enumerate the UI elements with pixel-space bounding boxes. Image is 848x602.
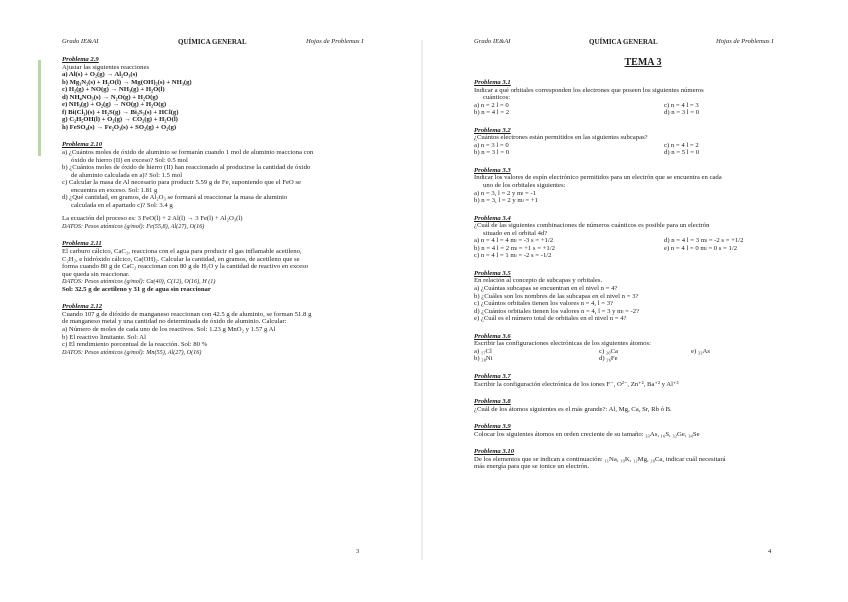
question-a: a) Número de moles de cada uno de los reactivos. Sol: 1.23 g MnO₂ y 1.57 g Al (62, 325, 276, 333)
problem-3-1 (474, 79, 812, 117)
problem-title: Problema 2.10 (62, 141, 103, 149)
option-e: e) n = 4 l = 0 mₗ = 0 s = 1/2 (664, 244, 738, 252)
option-b: b) ₂₈Ni (474, 355, 493, 363)
statement-line: Escribir las configuraciones electrónicas de los siguientes átomos: (474, 340, 651, 348)
problem-title: Problema 2.12 (62, 303, 103, 311)
option-a: a) n = 3 l = 0 (474, 141, 509, 149)
right-header-sheet: Hojas de Problemas I (716, 38, 774, 45)
option-c: c) n = 4 l = 1 mₗ = -2 s = -1/2 (474, 252, 552, 260)
left-header-sheet: Hojas de Problemas I (306, 38, 364, 45)
statement-line: Indicar a qué orbitales corresponden los electrones que poseen los siguientes números (474, 86, 704, 94)
problem-3-5 (474, 270, 812, 323)
statement-line: que queda sin reaccionar. (62, 270, 130, 278)
statement-line: De los elementos que se indican a continuación: ₁₁Na, ₁₉K, ₁₂Mg, ₂₀Ca, indicar cuál necesitará (474, 455, 726, 463)
question-b: b) El reactivo limitante. Sol: Al (62, 333, 146, 341)
atomic-weights: DATOS: Pesos atómicos (g/mol): Ca(40), C(12), O(16), H (1) (62, 278, 216, 286)
problem-title: Problema 3.2 (474, 126, 511, 134)
problem-statement: Ajustar las siguientes reacciones (62, 63, 150, 71)
reaction-f: f) Bi(Cl₃)(s) + H₂S(g) → Bi₂S₃(s) + HCl(g) (62, 108, 179, 116)
chapter-title: TEMA 3 (624, 57, 662, 68)
statement-line: C₂H₂, e hidróxido cálcico, Ca(OH)₂. Calcular la cantidad, en gramos, de acetileno que se (62, 255, 300, 263)
question-a: a) ¿Cuántos moles de óxido de aluminio se formarán cuando 1 mol de aluminio reacciona con (62, 149, 314, 157)
statement-line: Colocar los siguientes átomos en orden creciente de su tamaño: ₃₃As, ₁₆S, ₃₂Ge, ₃₄Se (474, 430, 700, 438)
problem-title: Problema 3.4 (474, 214, 511, 222)
problem-title: Problema 3.5 (474, 269, 511, 277)
option-d: d) n = 4 l = 3 mₗ = -2 s = +1/2 (664, 237, 744, 245)
statement-line: ¿Cuál de los átomos siguientes es el más grande?: Al, Mg, Ca, Sr, Rb ó B. (474, 405, 672, 413)
reaction-e: e) NH₃(g) + O₂(g) → NO(g) + H₂O(g) (62, 101, 167, 109)
right-page (424, 0, 848, 602)
option-b: b) n = 4 l = 2 mₗ = +1 s = +1/2 (474, 244, 555, 252)
statement-line: situado en el orbital 4d? (483, 229, 548, 237)
page-gutter (421, 40, 423, 560)
options-row (474, 149, 812, 157)
problem-title: Problema 3.10 (474, 448, 515, 456)
question-c: c) El rendimiento porcentual de la reacción. Sol: 80 % (62, 341, 208, 349)
statement-line: uno de los orbitales siguientes: (483, 182, 566, 190)
option-d: d) ₂₆Fe (599, 355, 618, 363)
statement-line: Cuando 107 g de dióxido de manganeso reaccionan con 42.5 g de aluminio, se forman 51.8 g (62, 310, 312, 318)
question-b-cont: de aluminio calculada en a)? Sol: 1.5 mol (71, 171, 183, 179)
option-b: b) n = 3 l = 0 (474, 149, 510, 157)
problem-2-11 (62, 240, 400, 293)
question-d: d) ¿Cuántos orbitales tienen los valores n = 4, l = 3 y mₗ = -2? (474, 307, 640, 315)
problem-title: Problema 3.3 (474, 166, 511, 174)
problem-3-10 (474, 448, 812, 471)
option-e: e) ₃₃As (691, 347, 710, 355)
problem-3-2 (474, 127, 812, 157)
question-c: c) ¿Cuántos orbitales tienen los valores n = 4, l = 3? (474, 300, 614, 308)
right-header-subject: QUÍMICA GENERAL (589, 38, 658, 46)
option-b: b) n = 3, l = 2 y mₗ = +1 (474, 197, 538, 205)
option-c: c) n = 4 l = 3 (664, 101, 699, 109)
problem-3-3 (474, 167, 812, 205)
question-d: d) ¿Qué cantidad, en gramos, de Al₂O₃ se formará al reaccionar la masa de aluminio (62, 194, 288, 202)
option-c: c) ₂₀Ca (599, 347, 618, 355)
right-page-content (474, 56, 812, 481)
reaction-h: h) FeSO₄(s) → Fe₂O₃(s) + SO₂(g) + O₂(g) (62, 123, 177, 131)
problem-title: Problema 3.6 (474, 332, 511, 340)
statement-line: El carburo cálcico, CaC₂, reacciona con el agua para producir el gas inflamable acetileno, (62, 248, 302, 256)
option-a: a) n = 4 l = 4 mₗ = -3 s = +1/2 (474, 237, 554, 245)
question-a-cont: óxido de hierro (II) en exceso? Sol: 0.5 mol (71, 156, 188, 164)
statement-line: cuánticos: (483, 94, 511, 102)
problem-title: Problema 3.7 (474, 372, 511, 380)
option-c: c) n = 4 l = 2 (664, 141, 699, 149)
left-page-content (62, 56, 400, 366)
problem-3-9 (474, 423, 812, 438)
option-b: b) n = 4 l = 2 (474, 109, 510, 117)
page-number: 3 (356, 548, 360, 555)
options-row (474, 102, 812, 110)
question-b: b) ¿Cuáles son los nombres de las subcapas en el nivel n = 3? (474, 292, 639, 300)
left-header-subject: QUÍMICA GENERAL (178, 38, 247, 46)
reaction-d: d) NH₄NO₃(s) → N₂O(g) + H₂O(g) (62, 93, 158, 101)
option-d: d) n = 3 l = 0 (664, 109, 700, 117)
left-header-course: Grado IE&AI (62, 38, 99, 45)
option-a: a) n = 2 l = 0 (474, 101, 509, 109)
options-row (474, 245, 812, 253)
problem-2-9 (62, 56, 400, 131)
reaction-b: b) Mg₃N₂(s) + H₂O(l) → Mg(OH)₂(s) + NH₃(g) (62, 78, 192, 86)
margin-highlight (38, 60, 41, 156)
problem-title: Problema 3.9 (474, 423, 511, 431)
question-c: c) Calcular la masa de Al necesario para producir 5.59 g de Fe, suponiendo que el FeO se (62, 179, 301, 187)
solution: Sol: 32.5 g de acetileno y 31 g de agua sin reaccionar (62, 285, 211, 293)
page-number: 4 (768, 548, 772, 555)
statement-line: de manganeso metal y una cantidad no determinada de óxido de aluminio. Calcular: (62, 318, 287, 326)
question-c-cont: encuentra en exceso. Sol: 1.81 g (71, 186, 158, 194)
problem-title: Problema 2.11 (62, 240, 102, 248)
reaction-c: c) H₂(g) + NO(g) → NH₃(g) + H₂O(l) (62, 86, 165, 94)
statement-line: Escribir la configuración electrónica de los iones F⁻, O²⁻, Zn⁺², Ba⁺² y Al⁺³ (474, 380, 679, 388)
problem-title: Problema 2.9 (62, 56, 99, 63)
right-header-course: Grado IE&AI (474, 38, 511, 45)
options-row (474, 237, 812, 245)
problem-2-12 (62, 303, 400, 356)
statement-line: más energía para que se ionice un electrón. (474, 463, 589, 471)
options-row (474, 348, 812, 356)
statement-line: forma cuando 80 g de CaC₂ reaccionan con 80 g de H₂O y la cantidad de reactivo en exceso (62, 263, 309, 271)
process-equation: La ecuación del proceso es: 3 FeO(l) + 2 Al(l) → 3 Fe(l) + Al₂O₃(l) (62, 215, 243, 223)
atomic-weights: DATOS: Pesos atómicos (g/mol): Mn(55), Al(27), O(16) (62, 348, 202, 356)
question-a: a) ¿Cuántas subcapas se encuentran en el nivel n = 4? (474, 285, 618, 293)
problem-3-7 (474, 373, 812, 388)
problem-2-10 (62, 141, 400, 230)
option-a: a) n = 3, l = 2 y mₗ = -1 (474, 189, 537, 197)
reaction-g: g) C₂H₅OH(l) + O₂(g) → CO₂(g) + H₂O(l) (62, 116, 178, 124)
options-row (474, 142, 812, 150)
statement-line: Indicar los valores de espín electrónico permitidos para un electrón que se encuentra en cada (474, 174, 722, 182)
atomic-weights: DATOS: Pesos atómicos (g/mol): Fe(55,8), Al(27), O(16) (62, 222, 205, 230)
options-row (474, 109, 812, 117)
problem-3-6 (474, 333, 812, 363)
reaction-a: a) Al(s) + O₂(g) → Al₂O₃(s) (62, 71, 138, 79)
question-d-cont: calculada en el apartado c)? Sol: 3.4 g (71, 201, 173, 209)
options-row (474, 355, 812, 363)
question-e: e) ¿Cuál es el número total de orbitales en el nivel n = 4? (474, 315, 627, 323)
statement-line: ¿Cuántos electrones están permitidos en las siguientes subcapas? (474, 134, 648, 142)
option-d: d) n = 5 l = 0 (664, 149, 700, 157)
question-b: b) ¿Cuántos moles de óxido de hierro (II) han reaccionado al producirse la cantidad de óxido (62, 164, 311, 172)
option-a: a) ₁₇Cl (474, 347, 492, 355)
statement-line: En relación al concepto de subcapas y orbitales. (474, 277, 603, 285)
problem-3-4 (474, 215, 812, 260)
problem-title: Problema 3.1 (474, 79, 511, 86)
problem-3-8 (474, 398, 812, 413)
problem-title: Problema 3.8 (474, 398, 511, 406)
options-row (474, 252, 812, 260)
statement-line: ¿Cuál de las siguientes combinaciones de números cuánticos es posible para un electrón (474, 222, 710, 230)
